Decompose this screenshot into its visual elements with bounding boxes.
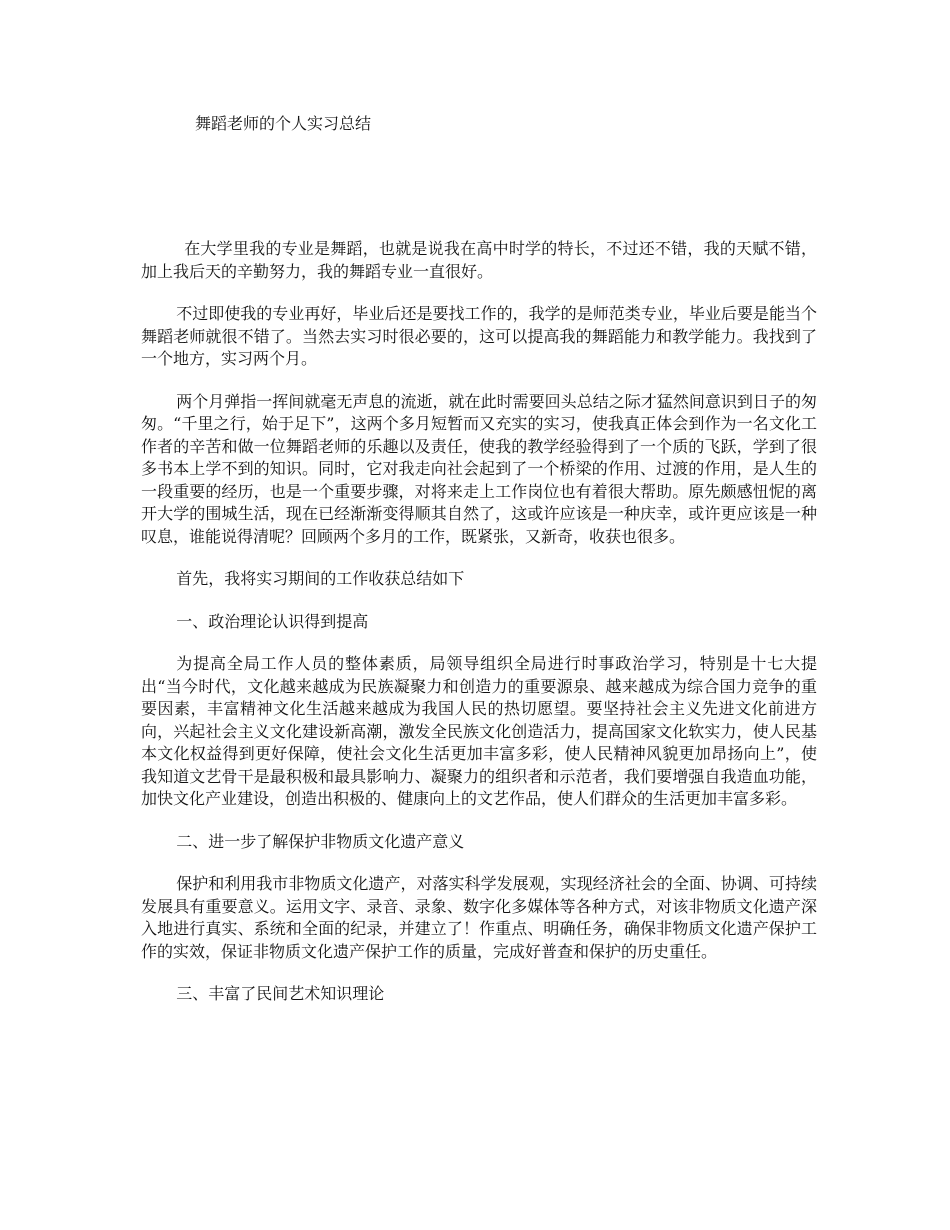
section-heading-folk-art: 三、丰富了民间艺术知识理论 bbox=[176, 984, 385, 1003]
paragraph-summary-intro: 首先，我将实习期间的工作收获总结如下 bbox=[176, 569, 465, 588]
paragraph-politics-study: 为提高全局工作人员的整体素质，局领导组织全局进行时事政治学习，特别是十七大提出“当今时代，文化越来越成为民族凝聚力和创造力的重要源泉、越来越成为综合国力竞争的重要因素，丰富精神文化生活越来越成为我国人民的热切愿望。要坚持社会主义先进文化前进方向，兴起社会主义文化建设新高潮，激发全民族文化创造活力，提高国家文化软实力，使人民基本文化权益得到更好保障，使社会文化生活更加丰富多彩，使人民精神风貌更加昂扬向上”，使我知道文艺骨干是最积极和最具影响力、凝聚力的组织者和示范者，我们要增强自我造血功能，加快文化产业建设，创造出积极的、健康向上的文艺作品，使人们群众的生活更加丰富多彩。 bbox=[141, 654, 817, 808]
document-body bbox=[141, 238, 817, 1026]
paragraph-internship-reflection: 两个月弹指一挥间就毫无声息的流逝，就在此时需要回头总结之际才猛然间意识到日子的匆匆。“千里之行，始于足下”，这两个多月短暂而又充实的实习，使我真正体会到作为一名文化工作者的辛苦和做一位舞蹈老师的乐趣以及责任，使我的教学经验得到了一个质的飞跃，学到了很多书本上学不到的知识。同时，它对我走向社会起到了一个桥梁的作用、过渡的作用，是人生的一段重要的经历，也是一个重要步骤，对将来走上工作岗位也有着很大帮助。原先颇感忸怩的离开大学的围城生活，现在已经渐渐变得顺其自然了，这或许应该是一种庆幸，或许更应该是一种叹息，谁能说得清呢？回顾两个多月的工作，既紧张，又新奇，收获也很多。 bbox=[141, 391, 817, 546]
paragraph-major-intro: 在大学里我的专业是舞蹈，也就是说我在高中时学的特长，不过还不错，我的天赋不错，加上我后天的辛勤努力，我的舞蹈专业一直很好。 bbox=[141, 239, 817, 281]
paragraph-job-search: 不过即使我的专业再好，毕业后还是要找工作的，我学的是师范类专业，毕业后要是能当个舞蹈老师就很不错了。当然去实习时很必要的，这可以提高我的舞蹈能力和教学能力。我找到了一个地方，实习两个月。 bbox=[141, 304, 817, 368]
section-heading-heritage: 二、进一步了解保护非物质文化遗产意义 bbox=[176, 831, 465, 851]
document-title: 舞蹈老师的个人实习总结 bbox=[195, 114, 372, 133]
paragraph-heritage-protection: 保护和利用我市非物质文化遗产，对落实科学发展观，实现经济社会的全面、协调、可持续发展具有重要意义。运用文字、录音、录象、数字化多媒体等各种方式，对该非物质文化遗产深入地进行真实、系统和全面的纪录，并建立了！作重点、明确任务，确保非物质文化遗产保护工作的实效，保证非物质文化遗产保护工作的质量，完成好普查和保护的历史重任。 bbox=[141, 874, 817, 961]
section-heading-politics: 一、政治理论认识得到提高 bbox=[176, 611, 369, 631]
